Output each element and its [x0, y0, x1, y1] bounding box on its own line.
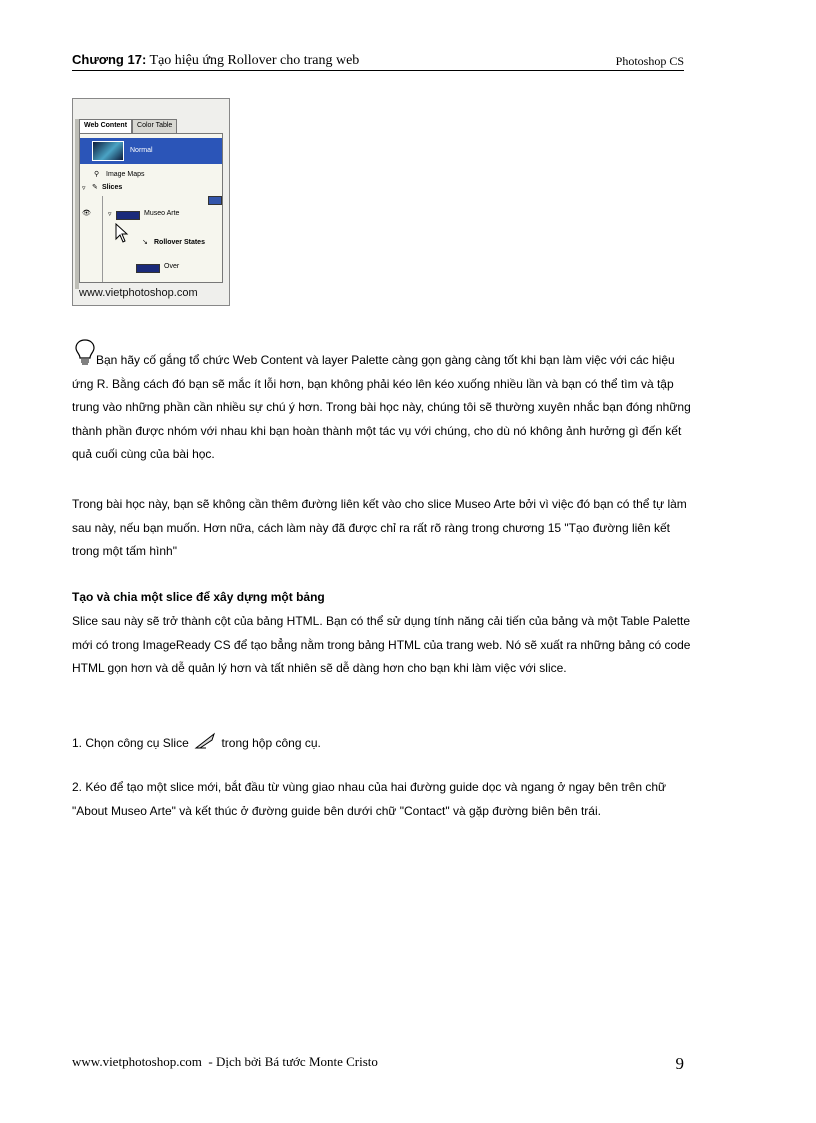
tree-line [102, 196, 103, 282]
web-content-palette-screenshot [72, 98, 230, 306]
slice-name-label: Museo Arte [144, 210, 180, 217]
image-maps-label: Image Maps [106, 171, 145, 178]
step-1 [72, 732, 692, 756]
normal-label: Normal [130, 147, 153, 154]
page-header [72, 52, 684, 71]
paragraph-table: Slice sau này sẽ trở thành cột của bảng HTML. Bạn có thể sử dụng tính năng cải tiến của bảng và một Table Palette mới có trong ImageReady CS để tạo bẳng nằm trong bảng HTML của trang web. Nó sẽ xuất ra những bảng có code HTML gọn hơn và dễ quản lý hơn và tất nhiên sẽ dễ dàng hơn cho bạn khi làm việc với slice. [72, 614, 691, 675]
slice-tool-icon [194, 732, 216, 750]
over-state-thumbnail [136, 264, 160, 273]
slice-marker [208, 196, 222, 205]
rollover-icon: ↘ [142, 239, 148, 246]
palette-tabs [79, 119, 177, 133]
tab-web-content: Web Content [79, 119, 132, 133]
step-2: 2. Kéo để tạo một slice mới, bắt đầu từ vùng giao nhau của hai đường guide dọc và ngang ở ngay bên trên chữ "About Museo Arte" và kết thúc ở đường guide bên dưới chữ "Contact" và gặp đường biên bên trái. [72, 780, 667, 818]
palette-panel [79, 133, 223, 283]
tab-color-table: Color Table [132, 119, 177, 133]
paragraph-links: Trong bài học này, bạn sẽ không cần thêm đường liên kết vào cho slice Museo Arte bởi vì việc đó bạn có thể tự làm sau này, nếu bạn muốn. Hơn nữa, cách làm này đã được chỉ ra rất rõ ràng trong chương 15 "Tạo đường liên kết trong một tấm hình" [72, 497, 687, 558]
step-1-text-after: trong hộp công cụ. [221, 736, 321, 750]
museo-arte-thumbnail [116, 211, 140, 220]
tip-paragraph: Bạn hãy cố gắng tổ chức Web Content và layer Palette càng gọn gàng càng tốt khi bạn làm việc với các hiệu ứng R. Bằng cách đó bạn sẽ mắc ít lỗi hơn, bạn không phải kéo lên kéo xuống nhiều lần và bạn có thể tìm và tập trung vào những phần cần nhiều sự chú ý hơn. Trong bài học này, chúng tôi sẽ thường xuyên nhắc bạn đóng những thành phần được nhóm với nhau khi bạn hoàn thành một tác vụ với chúng, cho dù nó không ảnh hưởng gì đến kết quả cuối cùng của bài học. [72, 353, 691, 461]
chapter-heading [72, 52, 359, 69]
normal-thumbnail [92, 141, 124, 161]
collapse-icon: ▿ [108, 211, 112, 218]
image-maps-icon: ⚲ [94, 171, 100, 178]
rollover-states-label: Rollover States [154, 239, 205, 246]
slices-label: Slices [102, 184, 123, 191]
footer-credit: www.vietphotoshop.com - Dịch bởi Bá tước Monte Cristo [72, 1054, 378, 1069]
app-name: Photoshop CS [615, 54, 684, 68]
over-state-label: Over [164, 263, 180, 270]
eye-icon: 👁 [82, 210, 91, 217]
page-footer [72, 1054, 684, 1074]
normal-state-row [80, 138, 222, 164]
section-heading: Tạo và chia một slice để xây dựng một bảng [72, 590, 325, 604]
chapter-label: Chương 17: [72, 52, 147, 67]
slices-expand-icon: ▿ [82, 185, 86, 192]
mouse-pointer-icon [115, 223, 129, 243]
step-1-text-before: 1. Chọn công cụ Slice [72, 736, 189, 750]
watermark-text: www.vietphotoshop.com [79, 287, 198, 299]
slice-tool-icon: ✎ [92, 184, 98, 191]
chapter-title: Tạo hiệu ứng Rollover cho trang web [149, 53, 360, 68]
page-number: 9 [675, 1054, 684, 1073]
